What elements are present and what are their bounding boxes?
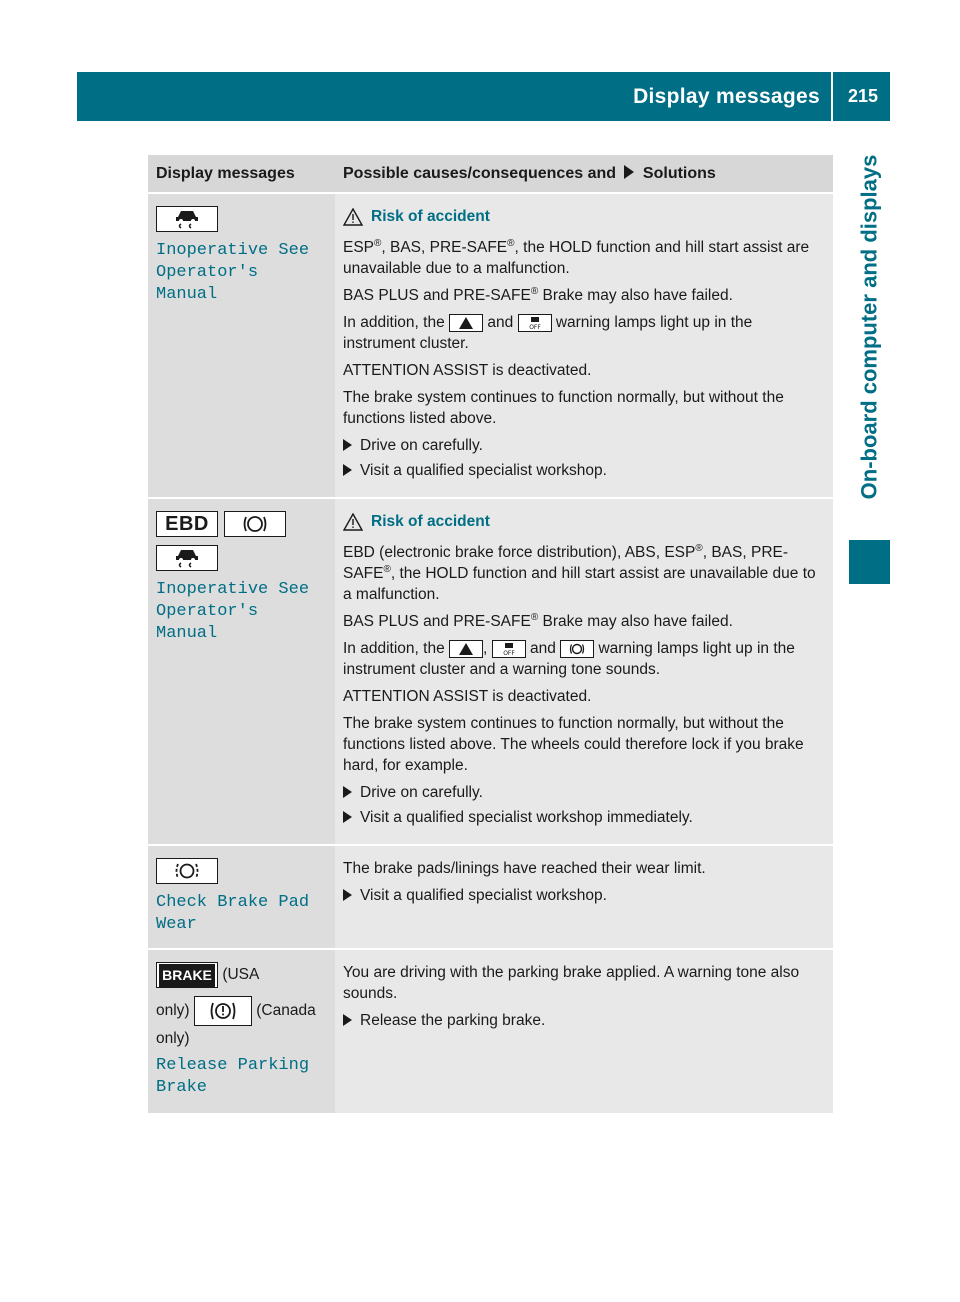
table-row: Check Brake Pad Wear The brake pads/linings have reached their wear limit. Visit a qualified specialist workshop. <box>148 845 833 949</box>
abs-icon <box>224 511 286 537</box>
ebd-icon: EBD <box>156 511 218 537</box>
solution-step: Drive on carefully. <box>343 782 825 803</box>
solution-step: Drive on carefully. <box>343 435 825 456</box>
warning-triangle-icon <box>343 208 363 226</box>
risk-warning: Risk of accident <box>343 511 825 532</box>
esp-skid-icon <box>156 545 218 571</box>
page-number: 215 <box>847 86 878 106</box>
section-title: Display messages <box>633 85 820 108</box>
solution-step: Visit a qualified specialist workshop immediately. <box>343 807 825 828</box>
header-display-messages: Display messages <box>148 155 335 193</box>
header-bar <box>77 72 890 121</box>
message-text: Brake <box>156 1078 208 1097</box>
esp-skid-icon <box>156 206 218 232</box>
side-tab-marker <box>849 540 890 584</box>
message-text: Operator's Manual <box>156 602 259 643</box>
esp-warning-lamp-icon <box>449 640 483 658</box>
header-causes-solutions: Possible causes/consequences and Solutions <box>335 155 833 193</box>
message-text: Inoperative See <box>156 241 310 260</box>
message-text: Inoperative See <box>156 580 310 599</box>
message-text: Operator's Manual <box>156 263 259 304</box>
message-text: Check Brake Pad <box>156 893 310 912</box>
brake-pad-wear-icon <box>156 858 218 884</box>
display-messages-table <box>148 155 833 1113</box>
solution-step: Visit a qualified specialist workshop. <box>343 460 825 481</box>
side-chapter-label: On-board computer and displays <box>856 154 882 500</box>
abs-lamp-icon <box>560 640 594 658</box>
solution-step: Release the parking brake. <box>343 1010 825 1031</box>
message-text: Release Parking <box>156 1056 310 1075</box>
svg-text:OFF: OFF <box>528 324 541 330</box>
svg-text:OFF: OFF <box>502 650 515 656</box>
table-row: BRAKE (USA only) (Canada only) Release Parking Brake You are driving with the parking brake applied. A warning tone also sounds. Release the parking brake. <box>148 949 833 1113</box>
brake-icon: BRAKE <box>156 962 218 988</box>
esp-off-lamp-icon <box>518 314 552 332</box>
table-header-row <box>148 155 833 193</box>
solution-step: Visit a qualified specialist workshop. <box>343 885 825 906</box>
arrow-right-icon <box>624 165 634 179</box>
warning-triangle-icon <box>343 513 363 531</box>
table-row: EBD Inoperative See Operator's Manual Risk of accident EBD (electronic brake force distribution), ABS, ESP®, BAS, PRE-SAFE®, the HOLD function and hill start assist are unavailable due to a malfunction. BAS PLUS and PRE-SAFE® Brake may also have failed. In addition, the , OFF and warning lamps light up in the instrument cluster and a warning tone sounds. ATTENTION ASSIST is deactivated. The brake system continues to function normally, but without the functions listed above. The wheels could therefore lock if you brake hard, for example. Drive on carefully. Visit a qualified specialist workshop immediately. <box>148 498 833 845</box>
header-divider <box>831 72 833 121</box>
risk-warning: Risk of accident <box>343 206 825 227</box>
parking-brake-icon <box>194 996 252 1026</box>
table-row: Inoperative See Operator's Manual Risk of accident ESP®, BAS, PRE-SAFE®, the HOLD function and hill start assist are unavailable due to a malfunction. BAS PLUS and PRE-SAFE® Brake may also have failed. In addition, the and OFF warning lamps light up in the instrument cluster. ATTENTION ASSIST is deactivated. The brake system continues to function normally, but without the functions listed above. Drive on carefully. Visit a qualified specialist workshop. <box>148 193 833 498</box>
message-text: Wear <box>156 915 197 934</box>
esp-off-lamp-icon <box>492 640 526 658</box>
esp-warning-lamp-icon <box>449 314 483 332</box>
